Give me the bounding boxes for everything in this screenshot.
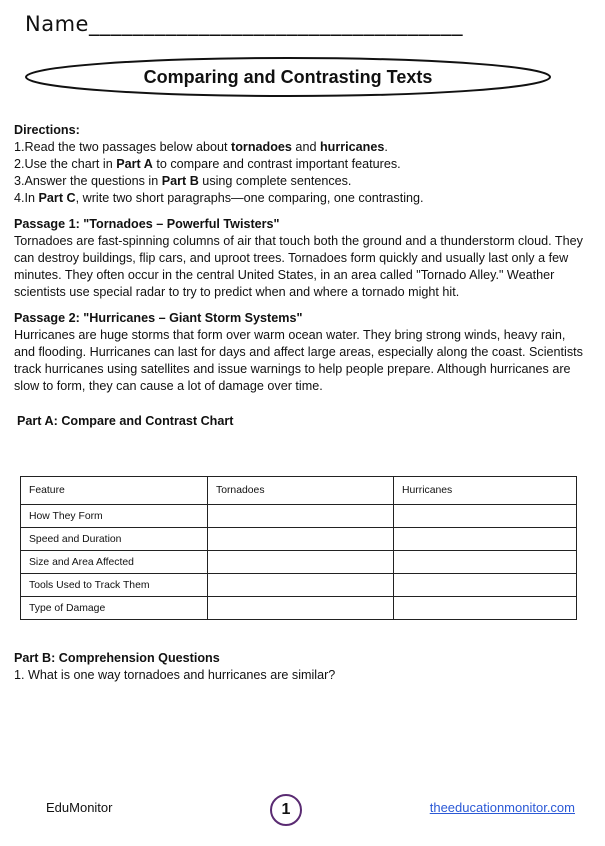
question-1: 1. What is one way tornadoes and hurricanes are similar?: [14, 668, 336, 682]
table-row: [21, 574, 577, 597]
column-header-tornadoes: Tornadoes: [208, 477, 394, 505]
feature-cell: Type of Damage: [21, 597, 208, 620]
hurricanes-answer-cell[interactable]: [394, 551, 577, 574]
tornadoes-answer-cell[interactable]: [208, 528, 394, 551]
hurricanes-answer-cell[interactable]: [394, 597, 577, 620]
part-b-section: [14, 650, 335, 684]
column-header-feature: Feature: [21, 477, 208, 505]
title-banner: [24, 56, 552, 98]
tornadoes-answer-cell[interactable]: [208, 597, 394, 620]
passage-2-title: Passage 2: "Hurricanes – Giant Storm Systems": [14, 311, 303, 325]
table-row: [21, 505, 577, 528]
part-a-title: Part A: Compare and Contrast Chart: [17, 414, 234, 428]
passage-1-body: Tornadoes are fast-spinning columns of air that touch both the ground and a thunderstorm cloud. They can destroy buildings, flip cars, and uproot trees. Tornadoes form quickly and usually last only a few minutes. They often occur in the central United States, in an area called "Tornado Alley." Weather scientists use special radar to try to predict when and where a tornado might hit.: [14, 234, 583, 299]
page-title: Comparing and Contrasting Texts: [143, 67, 433, 87]
tornadoes-answer-cell[interactable]: [208, 574, 394, 597]
column-header-hurricanes: Hurricanes: [394, 477, 577, 505]
directions-heading: Directions:: [14, 123, 80, 137]
table-header-row: [21, 477, 577, 505]
worksheet-body: [14, 122, 584, 430]
feature-cell: Tools Used to Track Them: [21, 574, 208, 597]
passage-1-title: Passage 1: "Tornadoes – Powerful Twisters": [14, 217, 280, 231]
hurricanes-answer-cell[interactable]: [394, 505, 577, 528]
direction-item: 4.In Part C, write two short paragraphs—one comparing, one contrasting.: [14, 191, 424, 205]
tornadoes-answer-cell[interactable]: [208, 551, 394, 574]
table-row: [21, 597, 577, 620]
passage-2-body: Hurricanes are huge storms that form over warm ocean water. They bring strong winds, heavy rain, and flooding. Hurricanes can last for days and affect large areas, especially along the coast. Scientists track hurricanes using satellites and issue warnings to help people prepare. Although hurricanes are slow to form, they can cause a lot of damage over time.: [14, 328, 583, 393]
direction-item: 3.Answer the questions in Part B using complete sentences.: [14, 174, 352, 188]
tornadoes-answer-cell[interactable]: [208, 505, 394, 528]
feature-cell: Speed and Duration: [21, 528, 208, 551]
table-row: [21, 551, 577, 574]
direction-item: 2.Use the chart in Part A to compare and contrast important features.: [14, 157, 401, 171]
part-b-title: Part B: Comprehension Questions: [14, 651, 220, 665]
hurricanes-answer-cell[interactable]: [394, 574, 577, 597]
feature-cell: Size and Area Affected: [21, 551, 208, 574]
table-row: [21, 528, 577, 551]
name-field-label: Name__________________________________: [25, 12, 463, 36]
compare-contrast-chart: [20, 476, 577, 620]
brand-label: EduMonitor: [46, 800, 113, 815]
page-number-badge: 1: [270, 794, 302, 826]
feature-cell: How They Form: [21, 505, 208, 528]
website-link[interactable]: theeducationmonitor.com: [429, 800, 575, 815]
directions-list: [14, 139, 584, 207]
hurricanes-answer-cell[interactable]: [394, 528, 577, 551]
direction-item: 1.Read the two passages below about tornadoes and hurricanes.: [14, 140, 388, 154]
